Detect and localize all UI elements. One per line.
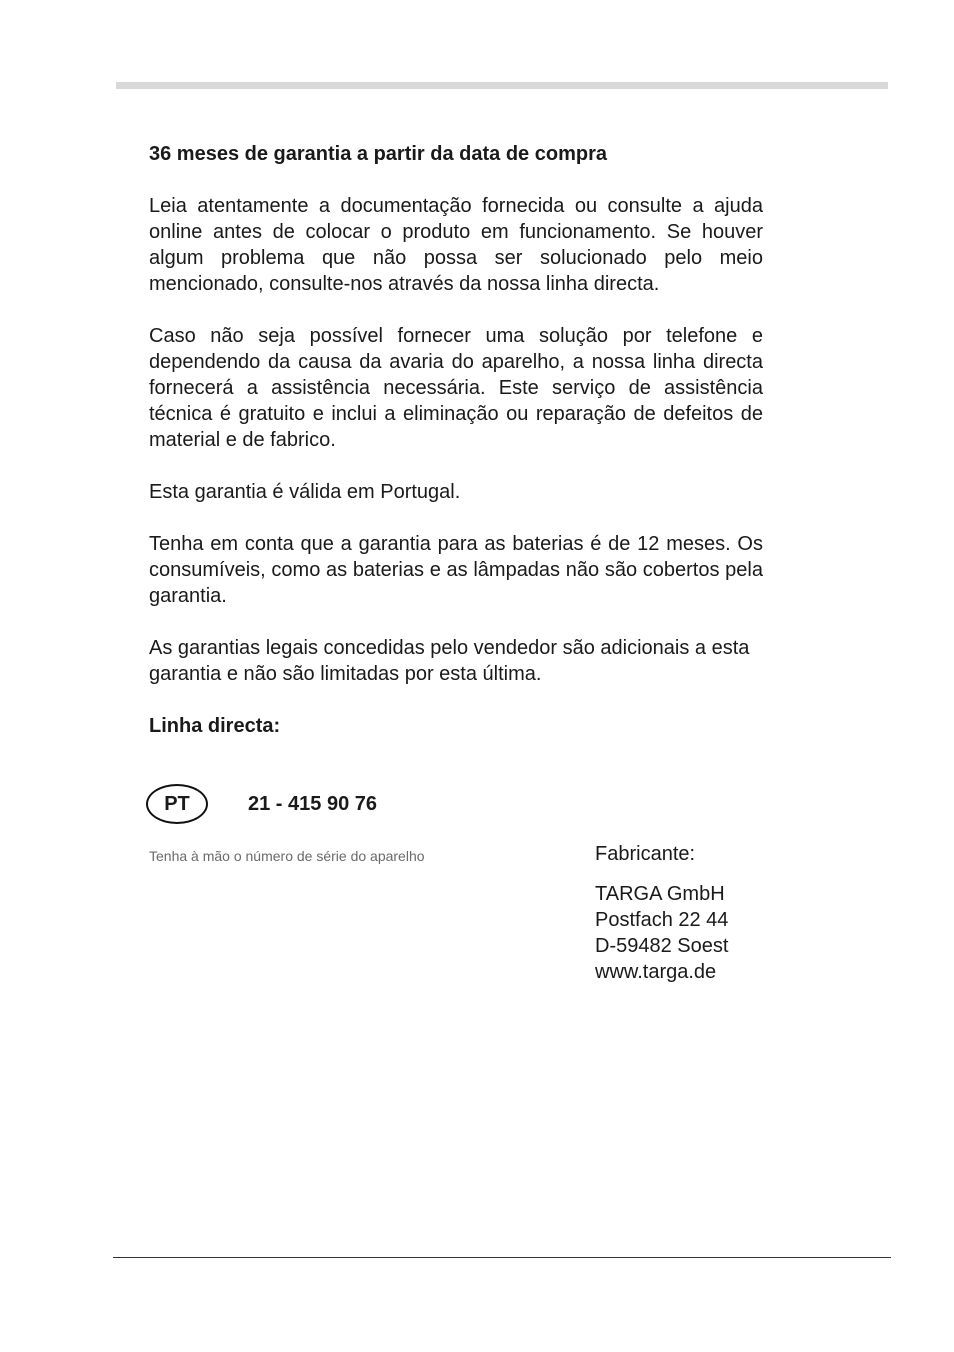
warranty-heading: 36 meses de garantia a partir da data de compra: [149, 143, 607, 165]
top-divider: [116, 82, 888, 89]
manufacturer-block: [595, 841, 728, 985]
warranty-paragraph-validity: Esta garantia é válida em Portugal.: [149, 481, 461, 503]
country-code-badge: PT: [146, 784, 208, 824]
warranty-paragraph-batteries: Tenha em conta que a garantia para as baterias é de 12 meses. Os consumíveis, como as baterias e as lâmpadas não são cobertos pela garantia.: [149, 533, 763, 607]
bottom-divider: [113, 1257, 891, 1258]
manufacturer-postbox: Postfach 22 44: [595, 909, 729, 931]
hotline-phone-number: 21 - 415 90 76: [248, 792, 377, 815]
serial-number-note: Tenha à mão o número de série do aparelho: [149, 848, 425, 864]
warranty-section: [149, 141, 763, 739]
manufacturer-company: TARGA GmbH: [595, 883, 725, 905]
warranty-paragraph-documentation: Leia atentamente a documentação fornecida ou consulte a ajuda online antes de colocar o produto em funcionamento. Se houver algum problema que não possa ser solucionado pelo meio mencionado, consulte-nos através da nossa linha directa.: [149, 195, 763, 295]
warranty-paragraph-service: Caso não seja possível fornecer uma solução por telefone e dependendo da causa da avaria do aparelho, a nossa linha directa fornecerá a assistência necessária. Este serviço de assistência técnica é gratuito e inclui a eliminação ou reparação de defeitos de material e de fabrico.: [149, 325, 763, 451]
hotline-phone-row: [146, 784, 377, 824]
manufacturer-website: www.targa.de: [595, 961, 717, 983]
hotline-heading: Linha directa:: [149, 715, 281, 737]
manufacturer-city: D-59482 Soest: [595, 935, 729, 957]
warranty-paragraph-legal: As garantias legais concedidas pelo vendedor são adicionais a esta garantia e não são limitadas por esta última.: [149, 637, 750, 685]
manufacturer-label: Fabricante:: [595, 843, 696, 865]
